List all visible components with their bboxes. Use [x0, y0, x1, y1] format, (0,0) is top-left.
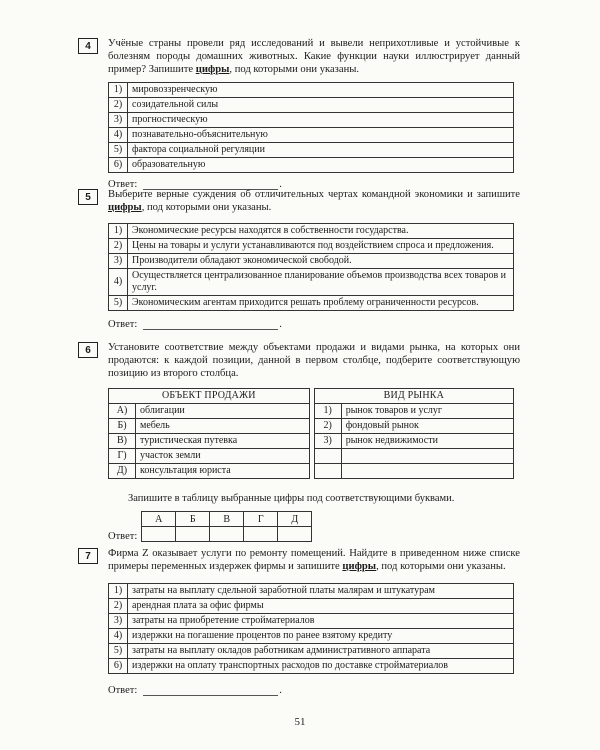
- column-header: ОБЪЕКТ ПРОДАЖИ: [109, 389, 310, 404]
- option-text: затраты на приобретение стройматериалов: [128, 613, 514, 628]
- option-text: Экономическим агентам приходится решать проблему ограниченности ресурсов.: [128, 295, 514, 310]
- answer-field: Ответ: .: [108, 318, 282, 330]
- option-row: [109, 613, 514, 628]
- option-number: 6): [109, 158, 128, 173]
- task-prompt: Выберите верные суждения об отличительных чертах командной экономики и запишите цифры, под которыми они указаны.: [108, 189, 520, 213]
- option-number: 3): [109, 253, 128, 268]
- option-text: прогностическую: [128, 113, 514, 128]
- option-text: Осуществляется централизованное планирование объемов производства всех товаров и услуг.: [128, 268, 514, 295]
- option-row: [109, 268, 514, 295]
- option-number: 3): [109, 113, 128, 128]
- matching-row: [109, 419, 514, 434]
- option-row: [109, 98, 514, 113]
- option-row: [109, 295, 514, 310]
- task-6: [80, 342, 520, 542]
- option-number: 5): [109, 295, 128, 310]
- market-text: [341, 449, 513, 464]
- column-header: ВИД РЫНКА: [314, 389, 513, 404]
- task-5: [80, 189, 520, 330]
- object-text: консультация юриста: [136, 464, 310, 479]
- option-number: 3): [109, 613, 128, 628]
- option-text: фактора социальной регуляции: [128, 143, 514, 158]
- market-number: 2): [314, 419, 341, 434]
- answer-field: Ответ: .: [108, 179, 282, 191]
- option-text: издержки на погашение процентов по ранее взятому кредиту: [128, 628, 514, 643]
- answer-field: Ответ: .: [108, 684, 282, 696]
- option-text: арендная плата за офис фирмы: [128, 598, 514, 613]
- object-letter: Г): [109, 449, 136, 464]
- option-text: мировоззренческую: [128, 83, 514, 98]
- option-number: 1): [109, 83, 128, 98]
- answer-grid: Ответ: А Б В Г Д: [108, 511, 520, 542]
- matching-row: [109, 464, 514, 479]
- option-number: 4): [109, 628, 128, 643]
- task-number: 7: [78, 548, 98, 564]
- object-text: туристическая путевка: [136, 434, 310, 449]
- option-row: [109, 223, 514, 238]
- option-number: 1): [109, 223, 128, 238]
- page-number: 51: [294, 716, 306, 728]
- answer-cell[interactable]: [244, 527, 278, 542]
- option-row: [109, 158, 514, 173]
- market-number: 1): [314, 404, 341, 419]
- instruction-note: Запишите в таблицу выбранные цифры под соответствующими буквами.: [128, 493, 455, 505]
- option-number: 5): [109, 643, 128, 658]
- option-number: 2): [109, 238, 128, 253]
- option-number: 2): [109, 98, 128, 113]
- answer-letter: Д: [278, 512, 312, 527]
- answer-line[interactable]: [143, 319, 278, 330]
- option-text: познавательно-объяснительную: [128, 128, 514, 143]
- option-number: 4): [109, 128, 128, 143]
- answer-cell[interactable]: [176, 527, 210, 542]
- option-text: образовательную: [128, 158, 514, 173]
- market-number: 3): [314, 434, 341, 449]
- object-letter: Б): [109, 419, 136, 434]
- market-text: [341, 464, 513, 479]
- task-prompt: Учёные страны провели ряд исследований и вывели неприхотливые и устойчивые к болезням породы домашних животных. Какие функции науки иллюстрирует данный пример? Запишите цифры, под которыми они указаны.: [108, 38, 520, 75]
- option-text: затраты на выплату сдельной заработной платы малярам и штукатурам: [128, 583, 514, 598]
- task-prompt: Установите соответствие между объектами продажи и видами рынка, на которых они продаются: к каждой позиции, данной в первом столбце, подберите соответствующую позицию из второго столбца.: [108, 342, 520, 379]
- task-prompt: Фирма Z оказывает услуги по ремонту помещений. Найдите в приведенном ниже списке примеры переменных издержек фирмы и запишите цифры, под которыми они указаны.: [108, 548, 520, 572]
- option-row: [109, 628, 514, 643]
- option-row: [109, 643, 514, 658]
- option-number: 1): [109, 583, 128, 598]
- option-row: [109, 598, 514, 613]
- options-table: [108, 82, 514, 173]
- market-text: рынок товаров и услуг: [341, 404, 513, 419]
- task-number: 6: [78, 342, 98, 358]
- market-text: фондовый рынок: [341, 419, 513, 434]
- option-text: созидательной силы: [128, 98, 514, 113]
- option-text: затраты на выплату окладов работникам административного аппарата: [128, 643, 514, 658]
- market-number: [314, 449, 341, 464]
- answer-cell[interactable]: [210, 527, 244, 542]
- matching-row: [109, 434, 514, 449]
- object-text: мебель: [136, 419, 310, 434]
- task-number: 4: [78, 38, 98, 54]
- task-number: 5: [78, 189, 98, 205]
- answer-letter: Г: [244, 512, 278, 527]
- option-row: [109, 113, 514, 128]
- answer-letter: В: [210, 512, 244, 527]
- option-number: 6): [109, 658, 128, 673]
- task-7: [80, 548, 520, 696]
- matching-row: [109, 449, 514, 464]
- object-text: участок земли: [136, 449, 310, 464]
- option-row: [109, 658, 514, 673]
- option-row: [109, 583, 514, 598]
- option-row: [109, 238, 514, 253]
- option-row: [109, 83, 514, 98]
- option-text: Цены на товары и услуги устанавливаются под воздействием спроса и предложения.: [128, 238, 514, 253]
- answer-letter: Б: [176, 512, 210, 527]
- option-text: Производители обладают экономической свободой.: [128, 253, 514, 268]
- option-number: 5): [109, 143, 128, 158]
- matching-table: [108, 388, 514, 479]
- market-text: рынок недвижимости: [341, 434, 513, 449]
- answer-cell[interactable]: [278, 527, 312, 542]
- option-text: Экономические ресурсы находятся в собственности государства.: [128, 223, 514, 238]
- matching-row: [109, 404, 514, 419]
- answer-line[interactable]: [143, 685, 278, 696]
- option-row: [109, 128, 514, 143]
- object-letter: А): [109, 404, 136, 419]
- options-table: [108, 223, 514, 311]
- task-4: [80, 38, 520, 190]
- option-number: 4): [109, 268, 128, 295]
- answer-table: [141, 511, 312, 542]
- object-letter: В): [109, 434, 136, 449]
- object-letter: Д): [109, 464, 136, 479]
- option-row: [109, 143, 514, 158]
- answer-cell[interactable]: [142, 527, 176, 542]
- market-number: [314, 464, 341, 479]
- options-table: [108, 583, 514, 674]
- option-row: [109, 253, 514, 268]
- object-text: облигации: [136, 404, 310, 419]
- option-number: 2): [109, 598, 128, 613]
- answer-letter: А: [142, 512, 176, 527]
- option-text: издержки на оплату транспортных расходов по доставке стройматериалов: [128, 658, 514, 673]
